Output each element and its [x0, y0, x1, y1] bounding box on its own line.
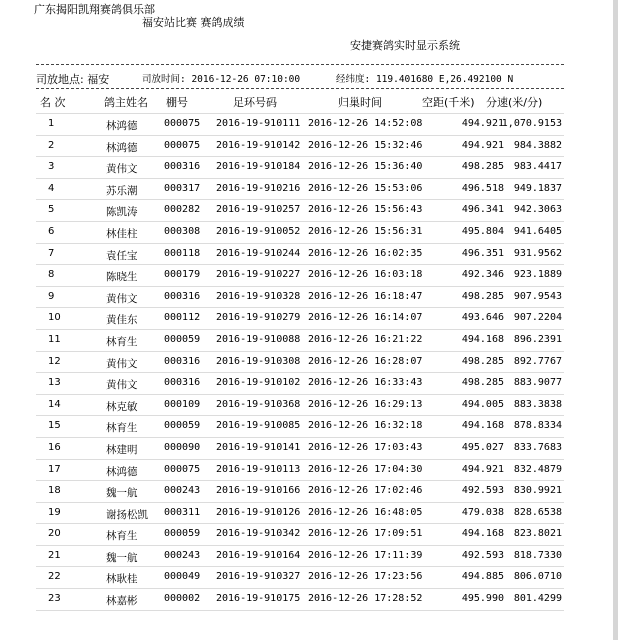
fancier-name: 林耿桂 [106, 573, 138, 586]
flight-distance: 498.285 [461, 355, 504, 367]
table-row [36, 287, 564, 309]
system-name: 安捷赛鸽实时显示系统 [350, 39, 460, 52]
flight-distance: 494.885 [461, 571, 504, 583]
flight-speed: 830.9921 [513, 485, 562, 497]
result-rank: 5 [48, 204, 55, 216]
fancier-name: 林育生 [106, 530, 138, 543]
arrival-time: 2016-12-26 16:29:13 [308, 398, 423, 410]
table-row [36, 373, 564, 395]
ring-number: 2016-19-910164 [216, 549, 301, 561]
flight-distance: 496.518 [461, 182, 504, 194]
table-row [36, 395, 564, 417]
flight-speed: 883.3838 [513, 398, 562, 410]
flight-distance: 494.005 [461, 398, 504, 410]
loft-number: 000316 [164, 290, 201, 302]
table-row [36, 200, 564, 222]
arrival-time: 2016-12-26 16:48:05 [308, 506, 423, 518]
flight-speed: 878.8334 [513, 420, 562, 432]
flight-speed: 801.4299 [513, 593, 562, 605]
result-rank: 9 [48, 290, 55, 302]
fancier-name: 苏乐潮 [106, 184, 138, 197]
flight-distance: 494.921 [461, 118, 504, 129]
table-row [36, 589, 564, 611]
table-row [36, 330, 564, 352]
loft-number: 000059 [164, 528, 201, 540]
ring-number: 2016-19-910244 [216, 247, 301, 259]
flight-distance: 496.341 [461, 204, 504, 216]
ring-number: 2016-19-910279 [216, 312, 301, 324]
flight-distance: 494.168 [461, 420, 504, 432]
ring-number: 2016-19-910166 [216, 485, 301, 497]
flight-distance: 496.351 [461, 247, 504, 259]
flight-distance: 495.990 [461, 593, 504, 605]
flight-speed: 806.0710 [513, 571, 562, 583]
release-time: 司放时间: 2016-12-26 07:10:00 [142, 74, 301, 85]
fancier-name: 袁任宝 [106, 249, 138, 262]
column-header-ring: 足环号码 [233, 96, 277, 109]
column-header-speed: 分速(米/分) [486, 96, 543, 109]
arrival-time: 2016-12-26 17:11:39 [308, 549, 423, 561]
release-coordinates: 经纬度: 119.401680 E,26.492100 N [336, 74, 514, 85]
flight-speed: 907.9543 [513, 290, 562, 302]
arrival-time: 2016-12-26 16:18:47 [308, 290, 423, 302]
flight-distance: 495.027 [461, 441, 504, 453]
club-title: 广东揭阳凯翔赛鸽俱乐部 [34, 3, 155, 16]
flight-speed: 942.3063 [513, 204, 562, 216]
loft-number: 000075 [164, 139, 201, 151]
table-row [36, 567, 564, 589]
result-rank: 3 [48, 161, 55, 173]
loft-number: 000308 [164, 225, 201, 237]
loft-number: 000109 [164, 398, 201, 410]
fancier-name: 魏一航 [106, 487, 138, 500]
loft-number: 000075 [164, 463, 201, 475]
ring-number: 2016-19-910216 [216, 182, 301, 194]
table-row [36, 157, 564, 179]
flight-distance: 493.646 [461, 312, 504, 324]
loft-number: 000317 [164, 182, 201, 194]
fancier-name: 林育生 [106, 422, 138, 435]
loft-number: 000049 [164, 571, 201, 583]
arrival-time: 2016-12-26 16:02:35 [308, 247, 423, 259]
ring-number: 2016-19-910113 [216, 463, 301, 475]
result-rank: 19 [48, 506, 61, 518]
table-row [36, 265, 564, 287]
result-rank: 16 [48, 441, 61, 453]
result-rank: 17 [48, 463, 61, 475]
arrival-time: 2016-12-26 14:52:08 [308, 118, 423, 129]
result-rank: 14 [48, 398, 61, 410]
arrival-time: 2016-12-26 15:56:31 [308, 225, 423, 237]
table-row [36, 481, 564, 503]
arrival-time: 2016-12-26 17:09:51 [308, 528, 423, 540]
table-row [36, 113, 564, 136]
result-rank: 23 [48, 593, 61, 605]
loft-number: 000316 [164, 161, 201, 173]
fancier-name: 黄佳东 [106, 314, 138, 327]
loft-number: 000075 [164, 118, 201, 129]
table-row [36, 416, 564, 438]
flight-distance: 494.168 [461, 528, 504, 540]
fancier-name: 黄伟文 [106, 379, 138, 392]
result-rank: 2 [48, 139, 55, 151]
loft-number: 000179 [164, 269, 201, 281]
fancier-name: 林克敏 [106, 400, 138, 413]
arrival-time: 2016-12-26 16:28:07 [308, 355, 423, 367]
table-row [36, 546, 564, 568]
flight-distance: 498.285 [461, 161, 504, 173]
result-rank: 6 [48, 225, 55, 237]
flight-speed: 983.4417 [513, 161, 562, 173]
fancier-name: 黄伟文 [106, 163, 138, 176]
flight-distance: 492.346 [461, 269, 504, 281]
result-rank: 18 [48, 485, 61, 497]
table-row [36, 524, 564, 546]
arrival-time: 2016-12-26 16:03:18 [308, 269, 423, 281]
ring-number: 2016-19-910102 [216, 377, 301, 389]
table-row [36, 460, 564, 482]
flight-distance: 492.593 [461, 549, 504, 561]
flight-speed: 833.7683 [513, 441, 562, 453]
fancier-name: 林嘉彬 [106, 595, 138, 608]
flight-speed: 832.4879 [513, 463, 562, 475]
arrival-time: 2016-12-26 15:32:46 [308, 139, 423, 151]
flight-speed: 823.8021 [513, 528, 562, 540]
race-title: 福安站比赛 赛鸽成绩 [142, 16, 245, 29]
table-row [36, 308, 564, 330]
result-rank: 12 [48, 355, 61, 367]
loft-number: 000243 [164, 549, 201, 561]
table-row [36, 179, 564, 201]
ring-number: 2016-19-910111 [216, 118, 301, 129]
loft-number: 000090 [164, 441, 201, 453]
flight-distance: 498.285 [461, 377, 504, 389]
result-rank: 22 [48, 571, 61, 583]
loft-number: 000243 [164, 485, 201, 497]
arrival-time: 2016-12-26 15:36:40 [308, 161, 423, 173]
result-rank: 13 [48, 377, 61, 389]
flight-distance: 494.921 [461, 463, 504, 475]
ring-number: 2016-19-910142 [216, 139, 301, 151]
ring-number: 2016-19-910175 [216, 593, 301, 605]
ring-number: 2016-19-910328 [216, 290, 301, 302]
fancier-name: 林鸿德 [106, 465, 138, 478]
flight-speed: 941.6405 [513, 225, 562, 237]
flight-speed: 1,070.9153 [501, 118, 562, 129]
table-row [36, 244, 564, 266]
result-rank: 20 [48, 528, 61, 540]
fancier-name: 魏一航 [106, 551, 138, 564]
divider-bottom [36, 88, 564, 89]
ring-number: 2016-19-910088 [216, 333, 301, 345]
result-rank: 15 [48, 420, 61, 432]
arrival-time: 2016-12-26 16:33:43 [308, 377, 423, 389]
arrival-time: 2016-12-26 15:53:06 [308, 182, 423, 194]
fancier-name: 林建明 [106, 443, 138, 456]
fancier-name: 黄伟文 [106, 292, 138, 305]
table-row [36, 136, 564, 158]
loft-number: 000316 [164, 355, 201, 367]
fancier-name: 林鸿德 [106, 141, 138, 154]
arrival-time: 2016-12-26 17:04:30 [308, 463, 423, 475]
arrival-time: 2016-12-26 17:23:56 [308, 571, 423, 583]
ring-number: 2016-19-910368 [216, 398, 301, 410]
ring-number: 2016-19-910342 [216, 528, 301, 540]
loft-number: 000059 [164, 333, 201, 345]
ring-number: 2016-19-910308 [216, 355, 301, 367]
ring-number: 2016-19-910141 [216, 441, 301, 453]
loft-number: 000316 [164, 377, 201, 389]
ring-number: 2016-19-910085 [216, 420, 301, 432]
flight-speed: 896.2391 [513, 333, 562, 345]
arrival-time: 2016-12-26 17:03:43 [308, 441, 423, 453]
arrival-time: 2016-12-26 16:32:18 [308, 420, 423, 432]
loft-number: 000112 [164, 312, 201, 324]
flight-speed: 931.9562 [513, 247, 562, 259]
result-rank: 8 [48, 269, 55, 281]
flight-distance: 495.804 [461, 225, 504, 237]
fancier-name: 林鸿德 [106, 120, 138, 132]
result-rank: 7 [48, 247, 55, 259]
arrival-time: 2016-12-26 15:56:43 [308, 204, 423, 216]
arrival-time: 2016-12-26 16:14:07 [308, 312, 423, 324]
arrival-time: 2016-12-26 17:02:46 [308, 485, 423, 497]
result-rank: 4 [48, 182, 55, 194]
ring-number: 2016-19-910184 [216, 161, 301, 173]
flight-speed: 949.1837 [513, 182, 562, 194]
flight-distance: 498.285 [461, 290, 504, 302]
result-rank: 10 [48, 312, 61, 324]
results-table [36, 113, 564, 611]
result-rank: 11 [48, 333, 61, 345]
flight-speed: 818.7330 [513, 549, 562, 561]
table-row [36, 438, 564, 460]
ring-number: 2016-19-910327 [216, 571, 301, 583]
column-header-name: 鸽主姓名 [104, 96, 148, 109]
flight-speed: 984.3882 [513, 139, 562, 151]
fancier-name: 黄伟文 [106, 357, 138, 370]
ring-number: 2016-19-910126 [216, 506, 301, 518]
ring-number: 2016-19-910257 [216, 204, 301, 216]
fancier-name: 陈凯涛 [106, 206, 138, 219]
table-row [36, 352, 564, 374]
ring-number: 2016-19-910227 [216, 269, 301, 281]
flight-speed: 923.1889 [513, 269, 562, 281]
column-header-loft: 棚号 [166, 96, 188, 109]
loft-number: 000059 [164, 420, 201, 432]
column-header-arrival: 归巢时间 [338, 96, 382, 109]
flight-speed: 892.7767 [513, 355, 562, 367]
column-header-rank: 名 次 [40, 96, 66, 109]
flight-distance: 494.168 [461, 333, 504, 345]
table-row [36, 503, 564, 525]
flight-distance: 494.921 [461, 139, 504, 151]
loft-number: 000282 [164, 204, 201, 216]
flight-speed: 907.2204 [513, 312, 562, 324]
flight-distance: 492.593 [461, 485, 504, 497]
loft-number: 000118 [164, 247, 201, 259]
arrival-time: 2016-12-26 17:28:52 [308, 593, 423, 605]
divider-top [36, 64, 564, 65]
flight-speed: 883.9077 [513, 377, 562, 389]
flight-speed: 828.6538 [513, 506, 562, 518]
fancier-name: 谢扬松凯 [106, 508, 148, 521]
release-location: 司放地点: 福安 [36, 73, 110, 86]
table-row [36, 222, 564, 244]
fancier-name: 林佳柱 [106, 227, 138, 240]
fancier-name: 林育生 [106, 335, 138, 348]
window-edge [613, 0, 618, 640]
loft-number: 000311 [164, 506, 201, 518]
loft-number: 000002 [164, 593, 201, 605]
ring-number: 2016-19-910052 [216, 225, 301, 237]
column-header-distance: 空距(千米) [422, 96, 475, 109]
fancier-name: 陈晓生 [106, 271, 138, 284]
result-rank: 21 [48, 549, 61, 561]
arrival-time: 2016-12-26 16:21:22 [308, 333, 423, 345]
result-rank: 1 [48, 118, 55, 129]
flight-distance: 479.038 [461, 506, 504, 518]
